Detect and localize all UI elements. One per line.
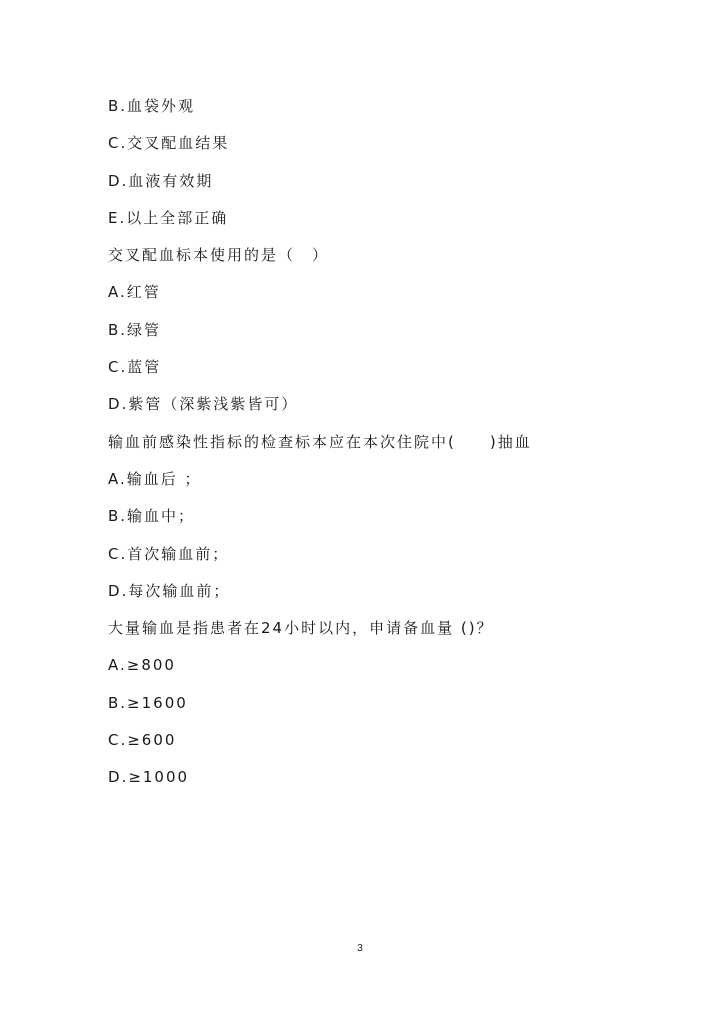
option-line: A.红管 [108, 283, 161, 302]
option-line: B.输血中； [108, 507, 196, 526]
question-line: 交叉配血标本使用的是（ ） [108, 246, 330, 265]
option-line: D.每次输血前； [108, 581, 231, 600]
option-line: A.输血后 ； [108, 469, 202, 488]
question-text-block [108, 93, 668, 802]
option-line: E.以上全部正确 [108, 208, 229, 227]
question-line: 大量输血是指患者在24小时以内，申请备血量 ()？ [108, 619, 494, 638]
option-line: B.血袋外观 [108, 97, 196, 115]
page-number: 3 [357, 943, 363, 954]
option-line: C.≥600 [108, 731, 177, 750]
option-line: C.交叉配血结果 [108, 134, 230, 153]
option-line: D.≥1000 [108, 768, 190, 787]
option-line: C.首次输血前； [108, 544, 230, 563]
option-line: A.≥800 [108, 656, 176, 675]
option-line: B.绿管 [108, 320, 162, 339]
option-line: D.血液有效期 [108, 171, 214, 190]
option-line: B.≥1600 [108, 693, 188, 712]
option-line: C.蓝管 [108, 358, 162, 377]
question-line: 输血前感染性指标的检查标本应在本次住院中( )抽血 [108, 432, 532, 451]
option-line: D.紫管（深紫浅紫皆可） [108, 395, 299, 414]
